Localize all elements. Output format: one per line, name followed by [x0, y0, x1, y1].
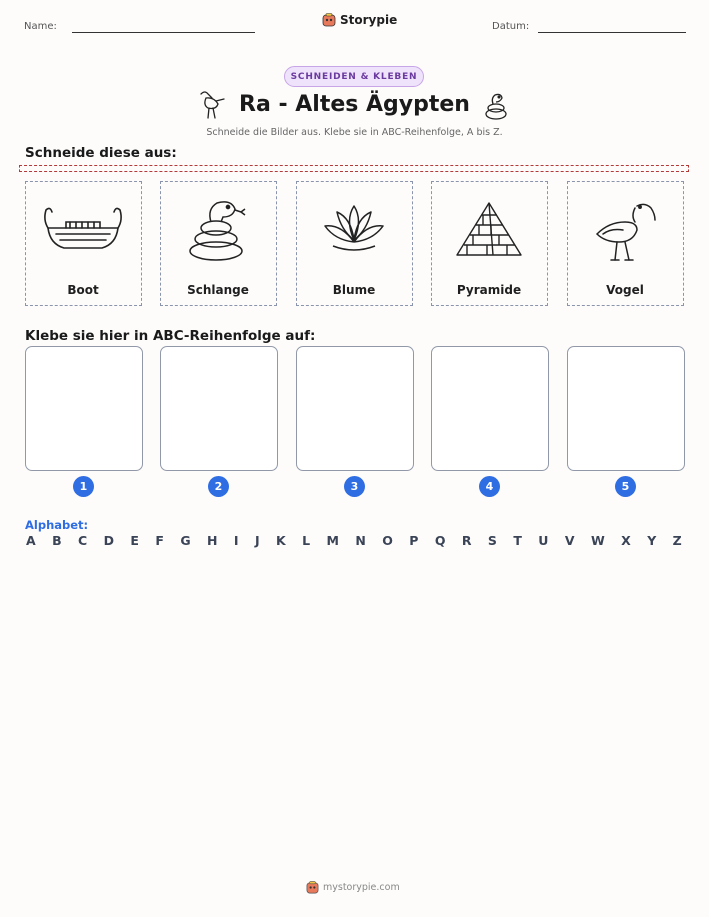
name-line[interactable]: [72, 32, 255, 33]
card-label: Schlange: [187, 283, 249, 297]
slot-number: 4: [479, 476, 500, 497]
alphabet-letter: I: [233, 533, 239, 548]
card-label: Blume: [332, 283, 376, 297]
cut-section-heading: Schneide diese aus:: [25, 145, 177, 161]
alphabet-letter: A: [26, 533, 36, 548]
alphabet-letter: S: [487, 533, 497, 548]
alphabet-letter: R: [461, 533, 472, 548]
snake-decoration-icon: [481, 90, 511, 122]
snake-icon: [183, 195, 253, 265]
alphabet-letter: T: [513, 533, 522, 548]
cut-card-vogel[interactable]: [567, 181, 684, 306]
date-line[interactable]: [538, 32, 686, 33]
alphabet-letter: M: [326, 533, 339, 548]
card-label: Boot: [67, 283, 99, 297]
paste-slot-4[interactable]: [431, 346, 549, 471]
alphabet-letter: H: [207, 533, 218, 548]
lotus-flower-icon: [321, 200, 387, 260]
alphabet-letter: L: [302, 533, 311, 548]
alphabet-row: [26, 533, 682, 548]
storypie-mascot-icon: [322, 13, 336, 27]
slot-number: 3: [344, 476, 365, 497]
alphabet-letter: C: [78, 533, 88, 548]
pyramid-icon: [453, 199, 525, 261]
alphabet-letter: K: [276, 533, 286, 548]
alphabet-letter: D: [103, 533, 115, 548]
alphabet-letter: N: [355, 533, 366, 548]
cut-card-schlange[interactable]: [160, 181, 277, 306]
alphabet-letter: F: [155, 533, 164, 548]
slot-number: 2: [208, 476, 229, 497]
activity-badge: SCHNEIDEN & KLEBEN: [284, 66, 424, 87]
paste-slot-2[interactable]: [160, 346, 278, 471]
ibis-bird-icon: [589, 196, 661, 264]
alphabet-letter: O: [382, 533, 393, 548]
alphabet-letter: E: [130, 533, 139, 548]
name-label: Name:: [24, 21, 57, 32]
cut-line: [19, 165, 689, 172]
page-title: Ra - Altes Ägypten: [239, 92, 470, 117]
slot-number: 1: [73, 476, 94, 497]
alphabet-letter: Z: [672, 533, 682, 548]
brand-logo: [322, 13, 397, 27]
alphabet-heading: Alphabet:: [25, 518, 89, 532]
date-label: Datum:: [492, 21, 530, 32]
alphabet-letter: V: [564, 533, 575, 548]
card-label: Vogel: [606, 283, 644, 297]
paste-slot-5[interactable]: [567, 346, 685, 471]
alphabet-letter: Q: [434, 533, 446, 548]
alphabet-letter: B: [52, 533, 62, 548]
footer-url[interactable]: mystorypie.com: [323, 882, 400, 893]
boat-icon: [40, 200, 126, 260]
cut-card-pyramide[interactable]: [431, 181, 548, 306]
alphabet-letter: Y: [647, 533, 657, 548]
brand-name: Storypie: [340, 13, 398, 27]
instructions: Schneide die Bilder aus. Klebe sie in ABC-Reihenfolge, A bis Z.: [206, 127, 503, 138]
paste-section-heading: Klebe sie hier in ABC-Reihenfolge auf:: [25, 328, 316, 344]
card-label: Pyramide: [456, 283, 522, 297]
alphabet-letter: X: [621, 533, 631, 548]
storypie-mascot-icon: [306, 881, 319, 894]
alphabet-letter: W: [590, 533, 605, 548]
cut-card-boot[interactable]: [25, 181, 142, 306]
slot-number: 5: [615, 476, 636, 497]
alphabet-letter: J: [254, 533, 260, 548]
alphabet-letter: U: [538, 533, 549, 548]
alphabet-letter: G: [180, 533, 191, 548]
cut-card-blume[interactable]: [296, 181, 413, 306]
footer: [306, 881, 400, 894]
alphabet-letter: P: [409, 533, 419, 548]
paste-slot-3[interactable]: [296, 346, 414, 471]
paste-slot-1[interactable]: [25, 346, 143, 471]
